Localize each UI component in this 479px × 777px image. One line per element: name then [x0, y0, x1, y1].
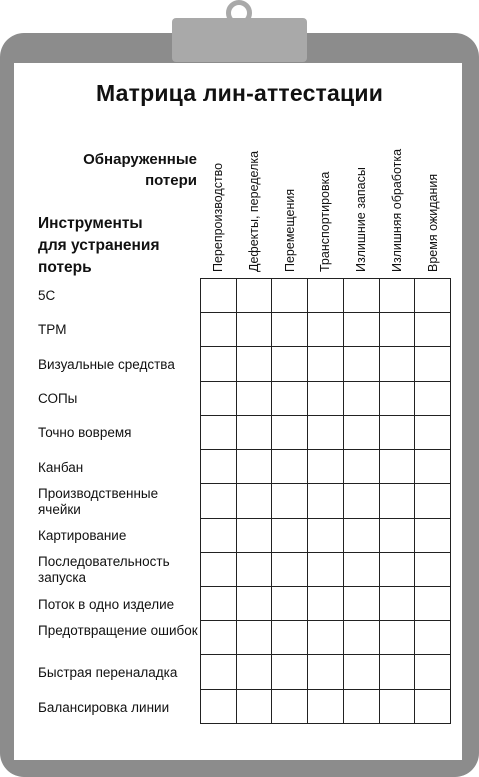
grid-cell[interactable]	[236, 313, 272, 347]
grid-cell[interactable]	[379, 689, 415, 723]
grid-cell[interactable]	[236, 689, 272, 723]
grid-cell[interactable]	[272, 518, 308, 552]
table-row	[201, 689, 451, 723]
grid-cell[interactable]	[415, 484, 451, 518]
tools-header-line: Инструменты	[38, 215, 143, 232]
grid-cell[interactable]	[272, 484, 308, 518]
grid-cell[interactable]	[343, 347, 379, 381]
row-label: Картирование	[38, 528, 127, 544]
grid-cell[interactable]	[415, 313, 451, 347]
grid-cell[interactable]	[343, 552, 379, 586]
clipboard-clip	[172, 18, 307, 62]
row-label: TPM	[38, 322, 67, 338]
grid-cell[interactable]	[201, 313, 237, 347]
grid-cell[interactable]	[308, 347, 344, 381]
grid-cell[interactable]	[272, 689, 308, 723]
grid-cell[interactable]	[272, 415, 308, 449]
grid-cell[interactable]	[308, 689, 344, 723]
row-label: Точно вовремя	[38, 425, 132, 441]
row-label: Последовательность запуска	[38, 554, 170, 586]
grid-cell[interactable]	[272, 381, 308, 415]
grid-cell[interactable]	[201, 415, 237, 449]
grid-cell[interactable]	[415, 518, 451, 552]
table-row	[201, 655, 451, 689]
assessment-grid	[200, 278, 451, 724]
row-label: Канбан	[38, 459, 84, 475]
grid-cell[interactable]	[379, 279, 415, 313]
column-header	[390, 148, 404, 272]
grid-cell[interactable]	[415, 347, 451, 381]
grid-cell[interactable]	[415, 279, 451, 313]
grid-cell[interactable]	[379, 518, 415, 552]
row-label: Балансировка линии	[38, 699, 170, 715]
grid-cell[interactable]	[201, 381, 237, 415]
grid-cell[interactable]	[343, 279, 379, 313]
grid-cell[interactable]	[415, 621, 451, 655]
column-header-label: Перемещения	[282, 188, 297, 272]
table-row	[201, 552, 451, 586]
grid-cell[interactable]	[236, 655, 272, 689]
grid-cell[interactable]	[343, 381, 379, 415]
grid-cell[interactable]	[343, 313, 379, 347]
column-header	[282, 188, 297, 272]
waste-header	[83, 149, 197, 191]
grid-cell[interactable]	[236, 552, 272, 586]
grid-cell[interactable]	[272, 279, 308, 313]
column-header	[246, 150, 261, 272]
grid-cell[interactable]	[272, 347, 308, 381]
row-label: Производственные ячейки	[38, 485, 159, 517]
grid-cell[interactable]	[236, 450, 272, 484]
grid-cell[interactable]	[201, 347, 237, 381]
grid-cell[interactable]	[343, 415, 379, 449]
tools-header	[38, 213, 160, 279]
column-header	[425, 173, 440, 272]
grid-cell[interactable]	[308, 655, 344, 689]
grid-cell[interactable]	[343, 621, 379, 655]
grid-cell[interactable]	[236, 484, 272, 518]
grid-cell[interactable]	[308, 552, 344, 586]
grid-cell[interactable]	[272, 655, 308, 689]
grid-cell[interactable]	[308, 313, 344, 347]
table-row	[201, 450, 451, 484]
grid-cell[interactable]	[201, 279, 237, 313]
grid-cell[interactable]	[308, 450, 344, 484]
grid-cell[interactable]	[415, 586, 451, 620]
tools-header-line: потерь	[38, 259, 92, 276]
table-row	[201, 279, 451, 313]
grid-cell[interactable]	[343, 655, 379, 689]
grid-cell[interactable]	[236, 586, 272, 620]
grid-cell[interactable]	[236, 347, 272, 381]
row-label: Предотвращение ошибок	[38, 623, 198, 638]
grid-cell[interactable]	[272, 552, 308, 586]
page-title: Матрица лин-аттестации	[95, 80, 384, 106]
grid-cell[interactable]	[236, 415, 272, 449]
row-label: СОПы	[38, 390, 78, 406]
grid-cell[interactable]	[308, 484, 344, 518]
grid-cell[interactable]	[379, 415, 415, 449]
table-row	[201, 621, 451, 655]
grid-cell[interactable]	[379, 621, 415, 655]
waste-header-line: потери	[145, 172, 197, 189]
grid-cell[interactable]	[415, 552, 451, 586]
column-header-label: Дефекты, переделка	[246, 150, 261, 272]
grid-cell[interactable]	[236, 621, 272, 655]
table-row	[201, 415, 451, 449]
grid-cell[interactable]	[236, 518, 272, 552]
grid-cell[interactable]	[201, 689, 237, 723]
grid-cell[interactable]	[272, 586, 308, 620]
grid-cell[interactable]	[308, 586, 344, 620]
table-row	[201, 586, 451, 620]
grid-cell[interactable]	[343, 518, 379, 552]
grid-cell[interactable]	[415, 381, 451, 415]
column-header-label: Транспортировка	[318, 171, 333, 272]
grid-cell[interactable]	[201, 586, 237, 620]
table-row	[201, 313, 451, 347]
grid-cell[interactable]	[379, 552, 415, 586]
grid-cell[interactable]	[308, 381, 344, 415]
tools-header-line: для устранения	[38, 237, 160, 254]
grid-cell[interactable]	[201, 655, 237, 689]
grid-cell[interactable]	[236, 279, 272, 313]
row-label: Поток в одно изделие	[38, 596, 175, 612]
column-header	[354, 167, 369, 272]
grid-cell[interactable]	[308, 415, 344, 449]
grid-cell[interactable]	[379, 655, 415, 689]
grid-cell[interactable]	[343, 450, 379, 484]
grid-cell[interactable]	[236, 381, 272, 415]
table-row	[201, 518, 451, 552]
grid-cell[interactable]	[308, 621, 344, 655]
grid-cell[interactable]	[343, 484, 379, 518]
column-header-label: Излишние запасы	[354, 167, 369, 272]
grid-cell[interactable]	[201, 621, 237, 655]
grid-cell[interactable]	[201, 518, 237, 552]
grid-cell[interactable]	[201, 552, 237, 586]
grid-cell[interactable]	[379, 313, 415, 347]
grid-cell[interactable]	[308, 518, 344, 552]
column-header-label: Время ожидания	[425, 173, 440, 272]
column-header-label: Излишняя обработка	[390, 148, 404, 272]
column-header	[211, 162, 225, 272]
grid-cell[interactable]	[379, 450, 415, 484]
grid-cell[interactable]	[308, 279, 344, 313]
table-row	[201, 381, 451, 415]
grid-cell[interactable]	[415, 689, 451, 723]
grid-cell[interactable]	[415, 655, 451, 689]
grid-cell[interactable]	[379, 484, 415, 518]
grid-cell[interactable]	[379, 586, 415, 620]
grid-cell[interactable]	[201, 484, 237, 518]
grid-cell[interactable]	[415, 450, 451, 484]
grid-cell[interactable]	[272, 450, 308, 484]
grid-cell[interactable]	[343, 689, 379, 723]
grid-cell[interactable]	[379, 381, 415, 415]
grid-cell[interactable]	[415, 415, 451, 449]
grid-cell[interactable]	[201, 450, 237, 484]
row-label: Визуальные средства	[38, 356, 175, 372]
row-label: 5С	[38, 288, 56, 303]
grid-cell[interactable]	[272, 621, 308, 655]
waste-header-line: Обнаруженные	[83, 151, 197, 168]
table-row	[201, 347, 451, 381]
table-row	[201, 484, 451, 518]
column-header	[318, 171, 333, 272]
grid-cell[interactable]	[379, 347, 415, 381]
grid-cell[interactable]	[343, 586, 379, 620]
column-header-label: Перепроизводство	[211, 162, 225, 272]
row-label: Быстрая переналадка	[38, 665, 178, 681]
grid-cell[interactable]	[272, 313, 308, 347]
